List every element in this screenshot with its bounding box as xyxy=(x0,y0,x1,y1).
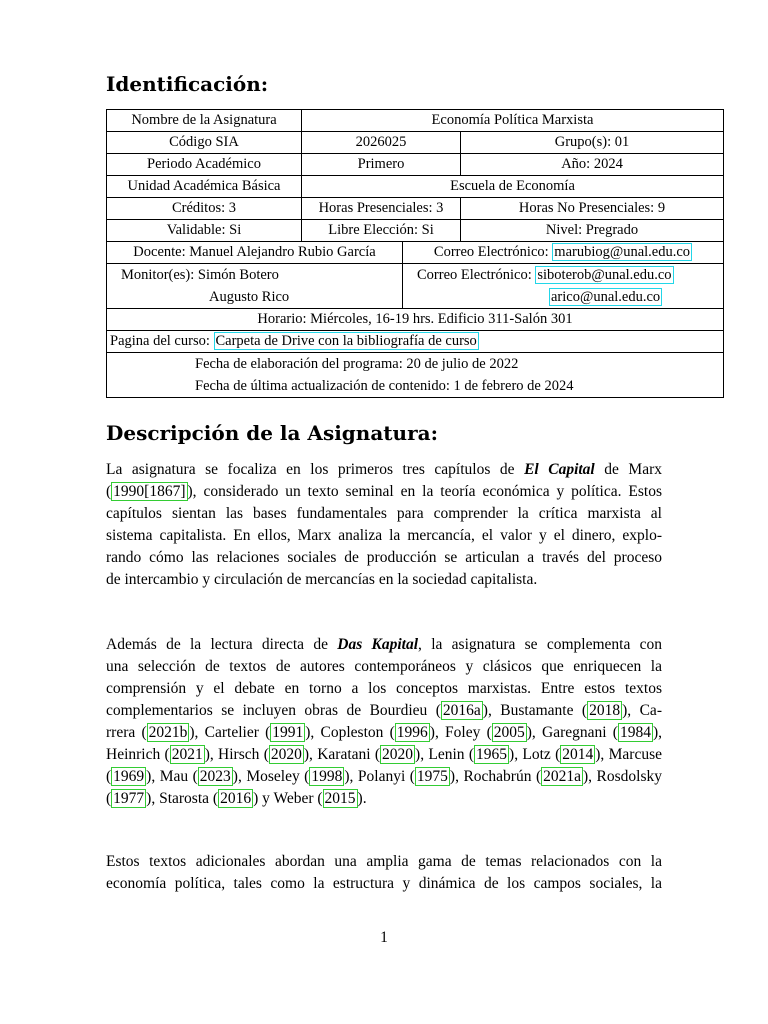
course-info-table xyxy=(106,109,724,398)
course-page-link[interactable]: Carpeta de Drive con la bibliografía de curso xyxy=(215,333,477,349)
text: Heinrich ( xyxy=(106,746,170,763)
teacher-email-cell xyxy=(403,242,724,264)
citation-link[interactable]: 1984 xyxy=(619,724,651,741)
book-title: El Capital xyxy=(524,461,595,478)
paragraph-1: La asignatura se focaliza en los primeros tres capítulos de El Capital de Marx ( 1990[1867] ), considerado un texto seminal en la teoría económica y política. Estos capítulos sientan las bases fundamentales para comprender la crítica marxista al sistema capitalista. En ellos, Marx analiza la mercancía, el valor y el dinero, explo- rando cómo las relaciones sociales de producción se articulan a través del proceso de intercambio y circulación de mercancías en la sociedad capitalista. xyxy=(106,459,662,591)
monitor-email-link-2[interactable]: arico@unal.edu.co xyxy=(551,289,661,305)
free-choice: Libre Elección: Si xyxy=(302,220,461,242)
page-number: 1 xyxy=(380,929,388,946)
text: capítulos sientan las bases fundamentales para comprender la crítica marxista al xyxy=(106,505,662,522)
citation-link[interactable]: 2021b xyxy=(148,724,188,741)
text: ), Polanyi ( xyxy=(344,768,415,785)
text: ), Marcuse xyxy=(595,746,662,763)
sia-code: 2026025 xyxy=(302,132,461,154)
teacher: Docente: Manuel Alejandro Rubio García xyxy=(107,242,403,264)
citation-link[interactable]: 2015 xyxy=(324,790,356,807)
text: ), Rosdolsky xyxy=(583,768,663,785)
unit: Escuela de Economía xyxy=(302,176,724,198)
citation-link[interactable]: 1975 xyxy=(416,768,448,785)
created-date: Fecha de elaboración del programa: 20 de julio de 2022 xyxy=(195,356,519,372)
text: ), Hirsch ( xyxy=(204,746,269,763)
citation-link[interactable]: 1991 xyxy=(272,724,304,741)
monitors-cell xyxy=(107,264,403,309)
text: ), Lotz ( xyxy=(509,746,561,763)
text: economía política, tales como la estructura y dinámica de los campos sociales, la xyxy=(106,875,662,892)
citation-link[interactable]: 1969 xyxy=(113,768,145,785)
text: complementarios se incluyen obras de Bourdieu ( xyxy=(106,702,441,719)
monitor-email-link-1[interactable]: siboterob@unal.edu.co xyxy=(537,267,672,283)
citation-link[interactable]: 2016a xyxy=(442,702,481,719)
citation-link[interactable]: 2020 xyxy=(382,746,414,763)
schedule: Horario: Miércoles, 16-19 hrs. Edificio 311-Salón 301 xyxy=(107,309,724,331)
monitors-label: Monitor(es): Simón Botero xyxy=(121,267,279,283)
text: rrera ( xyxy=(106,724,147,741)
text: ), xyxy=(652,724,663,741)
citation-link[interactable]: 2016 xyxy=(220,790,252,807)
book-title: Das Kapital xyxy=(337,636,419,653)
text: ), Cartelier ( xyxy=(189,724,271,741)
text: ), Starosta ( xyxy=(146,790,219,807)
citation-link[interactable]: 2018 xyxy=(589,702,621,719)
citation-link[interactable]: 1965 xyxy=(476,746,508,763)
citation-link[interactable]: 2023 xyxy=(199,768,231,785)
text: ), Ca- xyxy=(622,702,662,719)
text: ). xyxy=(357,790,367,807)
text: una selección de textos de autores contemporáneos y clásicos que enriquecen la xyxy=(106,658,662,675)
citation-link[interactable]: 2021a xyxy=(543,768,582,785)
text: ), Garegnani ( xyxy=(526,724,618,741)
sia-code-label: Código SIA xyxy=(107,132,302,154)
identification-heading: Identificación: xyxy=(106,72,269,96)
text: , la asignatura se complementa con xyxy=(418,636,663,653)
text: ) y Weber ( xyxy=(253,790,323,807)
citation-link[interactable]: 2005 xyxy=(493,724,525,741)
teacher-email-link[interactable]: marubiog@unal.edu.co xyxy=(554,244,691,260)
text: rando cómo las relaciones sociales de producción se articulan a través del proceso xyxy=(106,549,662,566)
subject-name: Economía Política Marxista xyxy=(302,110,724,132)
subject-name-label: Nombre de la Asignatura xyxy=(107,110,302,132)
citation-link[interactable]: 2014 xyxy=(562,746,594,763)
text: Estos textos adicionales abordan una amplia gama de temas relacionados con la xyxy=(106,853,662,870)
paragraph-2: Además de la lectura directa de Das Kapital, la asignatura se complementa con una selección de textos de autores contemporáneos y clásicos que enriquecen la comprensión y el debate en torno a los conceptos marxistas. Entre estos textos complementarios se incluyen obras de Bourdieu ( 2016a ), Bustamante ( 2018 ), Ca- rrera ( 2021b ), Cartelier ( 1991 ), Copleston ( 1996 ), Foley ( 2005 ), Garegnani ( 1984 ), Heinrich ( 2021 ), Hirsch ( 2020 ), Karatani ( 2020 ), Lenin ( 1965 ), Lotz ( 2014 ), Marcuse ( 1969 ), Mau ( 2023 ), Moseley ( 1998 ), Polanyi ( 1975 ), Rochabrún ( 2021a ), Rosdolsky ( 1977 ), Starosta ( 2016 ) y Weber ( 2015 ). xyxy=(106,636,663,807)
monitor-2: Augusto Rico xyxy=(209,289,290,305)
text: ), Karatani ( xyxy=(303,746,381,763)
citation-link[interactable]: 1998 xyxy=(311,768,343,785)
paragraph-3 xyxy=(106,851,662,895)
validable: Validable: Si xyxy=(107,220,302,242)
text: ), Bustamante ( xyxy=(482,702,588,719)
citation-link[interactable]: 2020 xyxy=(270,746,302,763)
text: ), Lenin ( xyxy=(415,746,475,763)
citation-link[interactable]: 1996 xyxy=(396,724,428,741)
citation-link[interactable]: 1990[1867] xyxy=(113,483,186,500)
text: La asignatura se focaliza en los primeros tres capítulos de xyxy=(106,461,525,478)
text: de intercambio y circulación de mercancías en la sociedad capitalista. xyxy=(106,571,538,588)
period: Primero xyxy=(302,154,461,176)
email-label: Correo Electrónico: xyxy=(433,244,549,260)
course-page-cell xyxy=(107,331,724,353)
text: ), Copleston ( xyxy=(305,724,395,741)
unit-label: Unidad Académica Básica xyxy=(107,176,302,198)
text: ), Mau ( xyxy=(146,768,198,785)
year: Año: 2024 xyxy=(461,154,724,176)
text: de Marx xyxy=(594,461,663,478)
text: ), considerado un texto seminal en la teoría económica y política. Estos xyxy=(187,483,662,500)
course-page-label: Pagina del curso: xyxy=(110,333,210,349)
citation-link[interactable]: 1977 xyxy=(113,790,145,807)
dates-cell xyxy=(107,353,724,398)
group: Grupo(s): 01 xyxy=(461,132,724,154)
text: Además de la lectura directa de xyxy=(106,636,338,653)
hours-in-person: Horas Presenciales: 3 xyxy=(302,198,461,220)
description-heading: Descripción de la Asignatura: xyxy=(106,421,438,445)
text: ), Moseley ( xyxy=(232,768,310,785)
text: comprensión y el debate en torno a los conceptos marxistas. Entre estos textos xyxy=(106,680,662,697)
level: Nivel: Pregrado xyxy=(461,220,724,242)
text: ), Rochabrún ( xyxy=(449,768,542,785)
monitor-email-cell xyxy=(403,264,724,309)
updated-date: Fecha de última actualización de contenido: 1 de febrero de 2024 xyxy=(195,378,574,394)
citation-link[interactable]: 2021 xyxy=(171,746,203,763)
text: ), Foley ( xyxy=(429,724,492,741)
text: sistema capitalista. En ellos, Marx analiza la mercancía, el valor y el dinero, explo- xyxy=(106,527,662,544)
hours-remote: Horas No Presenciales: 9 xyxy=(461,198,724,220)
monitor-email-label: Correo Electrónico: xyxy=(417,267,532,283)
period-label: Periodo Académico xyxy=(107,154,302,176)
credits: Créditos: 3 xyxy=(107,198,302,220)
